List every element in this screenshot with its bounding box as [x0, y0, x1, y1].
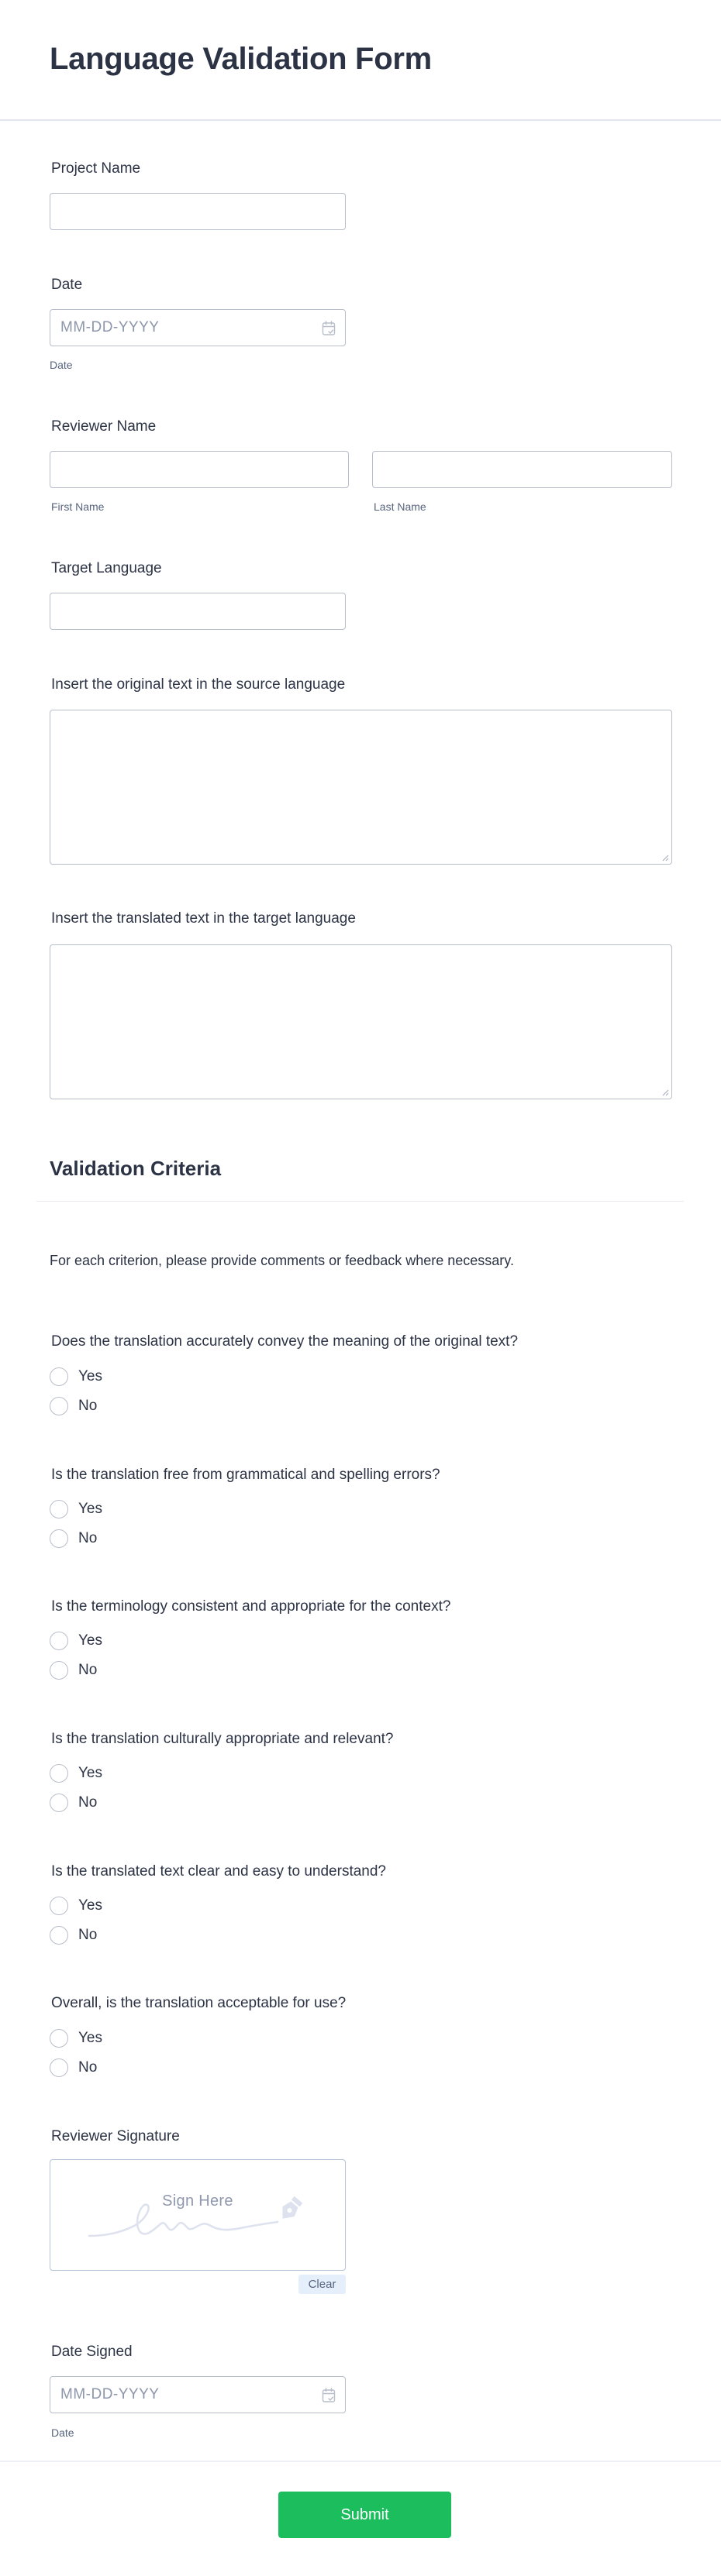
first-name-sublabel: First Name [51, 500, 105, 513]
radio-button[interactable] [50, 2058, 68, 2077]
signature-scribble-icon [85, 2191, 310, 2245]
radio-button[interactable] [50, 1632, 68, 1650]
radio-label: Yes [78, 1897, 102, 1914]
radio-button[interactable] [50, 1367, 68, 1386]
radio-label: Yes [78, 1501, 102, 1517]
question-label: Is the translation culturally appropriate and relevant? [51, 1731, 394, 1747]
calendar-icon[interactable] [322, 2388, 336, 2403]
date-signed-placeholder: MM-DD-YYYY [60, 2386, 160, 2402]
date-signed-label: Date Signed [51, 2344, 133, 2360]
question-label: Does the translation accurately convey the meaning of the original text? [51, 1333, 519, 1350]
reviewer-name-label: Reviewer Name [51, 418, 157, 435]
radio-option-no[interactable] [50, 1661, 97, 1680]
section-divider [36, 1201, 684, 1202]
question-label: Is the terminology consistent and appropriate for the context? [51, 1598, 451, 1615]
radio-option-yes[interactable] [50, 1632, 102, 1650]
clear-signature-button[interactable]: Clear [298, 2275, 346, 2294]
original-text-textarea[interactable] [50, 710, 672, 865]
signature-pad[interactable] [50, 2159, 346, 2271]
header-divider [0, 119, 721, 121]
date-signed-input[interactable] [50, 2376, 346, 2413]
radio-button[interactable] [50, 2029, 68, 2048]
original-text-label: Insert the original text in the source language [51, 676, 346, 693]
radio-option-yes[interactable] [50, 1764, 102, 1783]
target-language-input[interactable] [50, 593, 346, 630]
section-description: For each criterion, please provide comments or feedback where necessary. [50, 1253, 514, 1268]
radio-label: No [78, 1927, 98, 1943]
date-signed-sublabel: Date [51, 2426, 74, 2439]
date-input[interactable] [50, 309, 346, 346]
footer-divider [0, 2461, 721, 2462]
radio-label: No [78, 2059, 98, 2076]
section-title: Validation Criteria [50, 1157, 222, 1180]
radio-option-yes[interactable] [50, 1367, 102, 1386]
radio-button[interactable] [50, 1529, 68, 1548]
radio-label: Yes [78, 1368, 102, 1384]
translated-text-label: Insert the translated text in the target language [51, 910, 356, 927]
first-name-input[interactable] [50, 451, 349, 488]
question-label: Is the translation free from grammatical and spelling errors? [51, 1467, 440, 1483]
project-name-label: Project Name [51, 160, 141, 177]
radio-option-yes[interactable] [50, 1500, 102, 1518]
last-name-sublabel: Last Name [374, 500, 426, 513]
translated-text-textarea[interactable] [50, 944, 672, 1099]
radio-button[interactable] [50, 1926, 68, 1945]
radio-button[interactable] [50, 1397, 68, 1415]
target-language-label: Target Language [51, 560, 162, 576]
calendar-icon[interactable] [322, 321, 336, 336]
radio-option-no[interactable] [50, 1529, 97, 1548]
date-label: Date [51, 277, 83, 293]
radio-label: No [78, 1398, 98, 1414]
resize-handle-icon[interactable] [662, 1089, 669, 1096]
radio-button[interactable] [50, 1897, 68, 1915]
form-title: Language Validation Form [50, 42, 432, 76]
radio-button[interactable] [50, 1764, 68, 1783]
radio-label: Yes [78, 2030, 102, 2046]
radio-label: No [78, 1530, 98, 1546]
resize-handle-icon[interactable] [662, 855, 669, 862]
question-label: Overall, is the translation acceptable for use? [51, 1995, 347, 2011]
radio-option-no[interactable] [50, 1794, 97, 1812]
signature-placeholder: Sign Here [162, 2193, 233, 2210]
date-sublabel: Date [50, 359, 73, 371]
signature-label: Reviewer Signature [51, 2128, 180, 2144]
radio-option-no[interactable] [50, 1397, 97, 1415]
radio-label: No [78, 1662, 98, 1678]
date-placeholder: MM-DD-YYYY [60, 319, 160, 335]
radio-button[interactable] [50, 1500, 68, 1518]
last-name-input[interactable] [372, 451, 672, 488]
radio-option-yes[interactable] [50, 2029, 102, 2048]
radio-option-no[interactable] [50, 2058, 97, 2077]
radio-label: Yes [78, 1765, 102, 1781]
submit-button[interactable]: Submit [278, 2492, 451, 2538]
radio-button[interactable] [50, 1661, 68, 1680]
question-label: Is the translated text clear and easy to understand? [51, 1863, 386, 1880]
project-name-input[interactable] [50, 193, 346, 230]
radio-button[interactable] [50, 1794, 68, 1812]
radio-label: Yes [78, 1632, 102, 1649]
pen-nib-icon [277, 2195, 305, 2223]
radio-option-yes[interactable] [50, 1897, 102, 1915]
radio-option-no[interactable] [50, 1926, 97, 1945]
radio-label: No [78, 1794, 98, 1811]
